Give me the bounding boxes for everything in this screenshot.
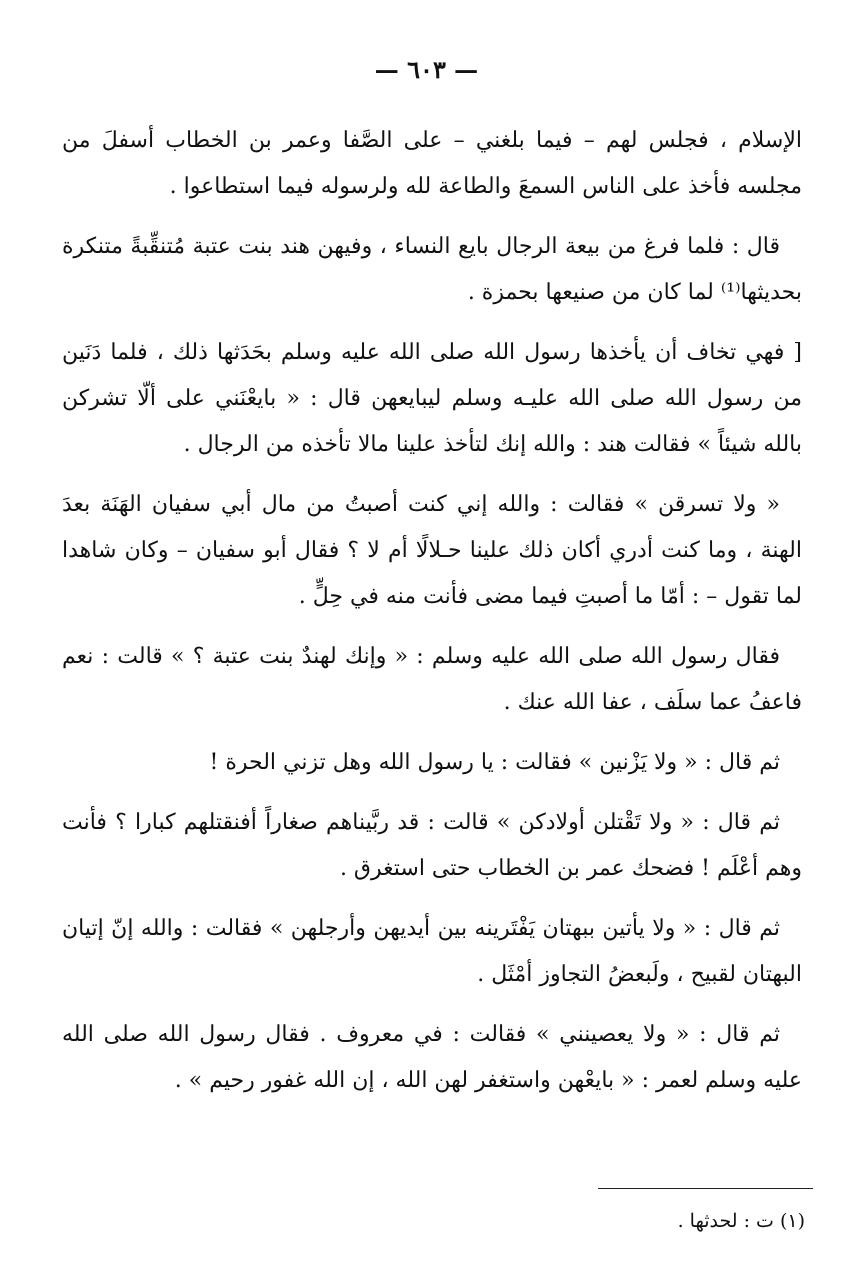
footnote-divider bbox=[598, 1188, 813, 1189]
paragraph-8: ثم قال : « ولا يأتين ببهتان يَفْتَرينه بين أيديهن وأرجلهن » فقالت : والله إنّ إتيان البهتان لقبيح ، ولَبعضُ التجاوز أمْثَل . bbox=[62, 916, 802, 987]
body-text bbox=[62, 118, 802, 1118]
paragraph-9: ثم قال : « ولا يعصينني » فقالت : في معروف . فقال رسول الله صلى الله عليه وسلم لعمر : « بايعْهن واستغفر لهن الله ، إن الله غفور رحيم » . bbox=[62, 1022, 802, 1093]
footnote: (١) ت : لحدثها . bbox=[677, 1210, 805, 1232]
paragraph-7: ثم قال : « ولا تَقْتلن أولادكن » قالت : قد ربَّيناهم صغاراً أفنقتلهم كبارا ؟ فأنت وهم أعْلَم ! فضحك عمر بن الخطاب حتى استغرق . bbox=[62, 810, 802, 881]
paragraph-6: ثم قال : « ولا يَزْنين » فقالت : يا رسول الله وهل تزني الحرة ! bbox=[209, 750, 780, 775]
paragraph-4: « ولا تسرقن » فقالت : والله إني كنت أصبتُ من مال أبي سفيان الهَنَة بعدَ الهنة ، وما كنت أدري أكان ذلك علينا حـلالًا أم لا ؟ فقال أبو سفيان – وكان شاهدا لما تقول – : أمّا ما أصبتِ فيما مضى فأنت منه في حِلٍّ . bbox=[62, 492, 802, 609]
paragraph-5: فقال رسول الله صلى الله عليه وسلم : « وإنك لهندٌ بنت عتبة ؟ » قالت : نعم فاعفُ عما سلَف ، عفا الله عنك . bbox=[62, 644, 802, 715]
paragraph-2: قال : فلما فرغ من بيعة الرجال بايع النساء ، وفيهن هند بنت عتبة مُتنقِّبةً متنكرة بحديثها⁽¹⁾ لما كان من صنيعها بحمزة . bbox=[62, 234, 802, 305]
page-number: — ٦٠٣ — bbox=[374, 55, 479, 84]
paragraph-3: [ فهي تخاف أن يأخذها رسول الله صلى الله عليه وسلم بحَدَثها ذلك ، فلما دَنَين من رسول الله صلى الله عليـه وسلم ليبايعهن قال : « بايعْنَني على ألّا تشركن بالله شيئاً » فقالت هند : والله إنك لتأخذ علينا مالا تأخذه من الرجال . bbox=[62, 340, 802, 457]
paragraph-1: الإسلام ، فجلس لهم – فيما بلغني – على الصَّفا وعمر بن الخطاب أسفلَ من مجلسه فأخذ على الناس السمعَ والطاعة لله ولرسوله فيما استطاعوا . bbox=[62, 128, 802, 199]
